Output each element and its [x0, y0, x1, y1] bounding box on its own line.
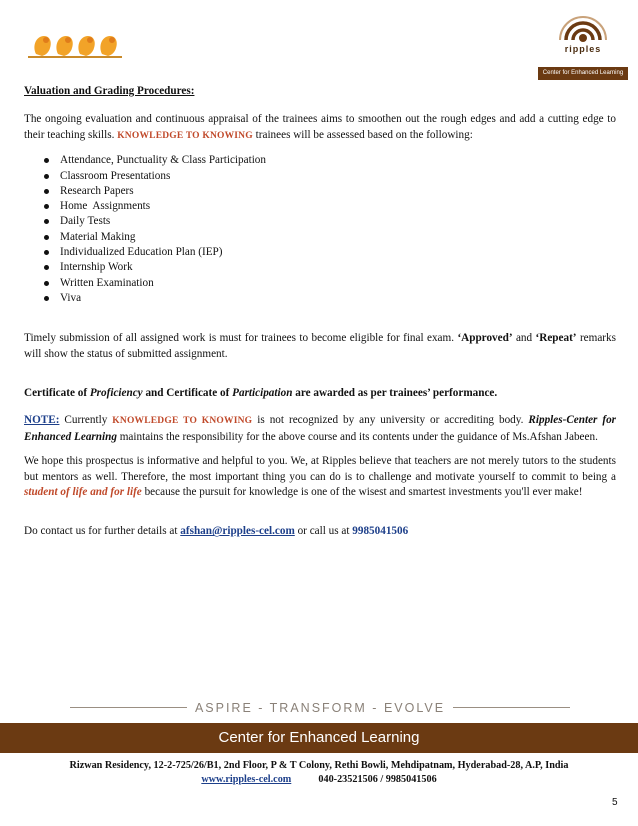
- bullet-icon: [44, 158, 49, 163]
- brand-name: ripples: [564, 44, 602, 54]
- intro-text-end: trainees will be assessed based on the following:: [255, 128, 473, 141]
- bullet-icon: [44, 281, 49, 286]
- approved-label: ‘Approved’: [457, 332, 513, 345]
- list-item: Home Assignments: [44, 199, 616, 214]
- bullet-icon: [44, 219, 49, 224]
- intro-text: The ongoing evaluation and continuous appraisal of the trainees aims to smoothen out the rough edges and add a cutting edge to their teaching skills.: [24, 113, 616, 141]
- list-item: Material Making: [44, 230, 616, 245]
- website-link[interactable]: www.ripples-cel.com: [201, 774, 292, 785]
- program-name: KNOWLEDGE TO KNOWING: [117, 130, 253, 141]
- list-item: Individualized Education Plan (IEP): [44, 245, 616, 260]
- org-name: Ripples-Center for Enhanced Learning: [24, 414, 617, 443]
- list-item: Attendance, Punctuality & Class Participation: [44, 153, 616, 168]
- note-paragraph: NOTE: Currently KNOWLEDGE TO KNOWING is not recognized by any university or accrediting body. Ripples-Center for Enhanced Learning maintains the responsibility for the above course and its contents under the guidance of Ms.Afshan Jabeen.: [24, 414, 617, 443]
- footer-phones: 040-23521506 / 9985041506: [318, 774, 437, 785]
- bullet-icon: [44, 250, 49, 255]
- list-item: Classroom Presentations: [44, 169, 616, 184]
- repeat-label: ‘Repeat’: [535, 332, 577, 345]
- footer-band: Center for Enhanced Learning: [0, 723, 638, 753]
- bullet-icon: [44, 204, 49, 209]
- birds-logo: [22, 20, 140, 66]
- list-item: Viva: [44, 291, 616, 306]
- intro-paragraph: [24, 112, 616, 144]
- list-item: Written Examination: [44, 276, 616, 291]
- bullet-icon: [44, 174, 49, 179]
- contact-paragraph: Do contact us for further details at afshan@ripples-cel.com or call us at 9985041506: [24, 525, 409, 538]
- list-item: Internship Work: [44, 260, 616, 275]
- section-heading: Valuation and Grading Procedures:: [24, 85, 195, 97]
- closing-highlight: student of life and for life: [24, 486, 142, 499]
- bullet-icon: [44, 296, 49, 301]
- email-link[interactable]: afshan@ripples-cel.com: [180, 525, 295, 538]
- submission-paragraph: Timely submission of all assigned work is must for trainees to become eligible for final exam. ‘Approved’ and ‘Repeat’ remarks will show the status of submitted assignment.: [24, 332, 616, 360]
- tagline-row: [70, 699, 570, 717]
- bullet-icon: [44, 235, 49, 240]
- main-content: [24, 84, 616, 540]
- footer-address: Rizwan Residency, 12-2-725/26/B1, 2nd Floor, P & T Colony, Rethi Bowli, Mehdipatnam, Hyderabad-28, A.P, India www.ripples-cel.com 040-23521506 / 9985041506: [69, 760, 569, 785]
- bullet-icon: [44, 265, 49, 270]
- note-label: NOTE:: [24, 414, 60, 427]
- closing-paragraph: We hope this prospectus is informative and helpful to you. We, at Ripples believe that teachers are not merely tutors to the students but mentors as well. Therefore, the most important thing you can do is to challenge and motivate yourself to commit to being a student of life and for life because the pursuit for knowledge is one of the wisest and smartest investments you'll ever make!: [24, 455, 616, 499]
- bullet-icon: [44, 189, 49, 194]
- criteria-list: [24, 153, 616, 306]
- list-item: Research Papers: [44, 184, 616, 199]
- phone-number: 9985041506: [352, 525, 409, 538]
- brand-tagline: Center for Enhanced Learning: [538, 67, 628, 80]
- list-item: Daily Tests: [44, 214, 616, 229]
- certificate-paragraph: Certificate of Proficiency and Certificate of Participation are awarded as per trainees’ performance.: [24, 387, 498, 399]
- page-number: 5: [612, 797, 618, 808]
- footer-tagline: ASPIRE - TRANSFORM - EVOLVE: [187, 701, 453, 715]
